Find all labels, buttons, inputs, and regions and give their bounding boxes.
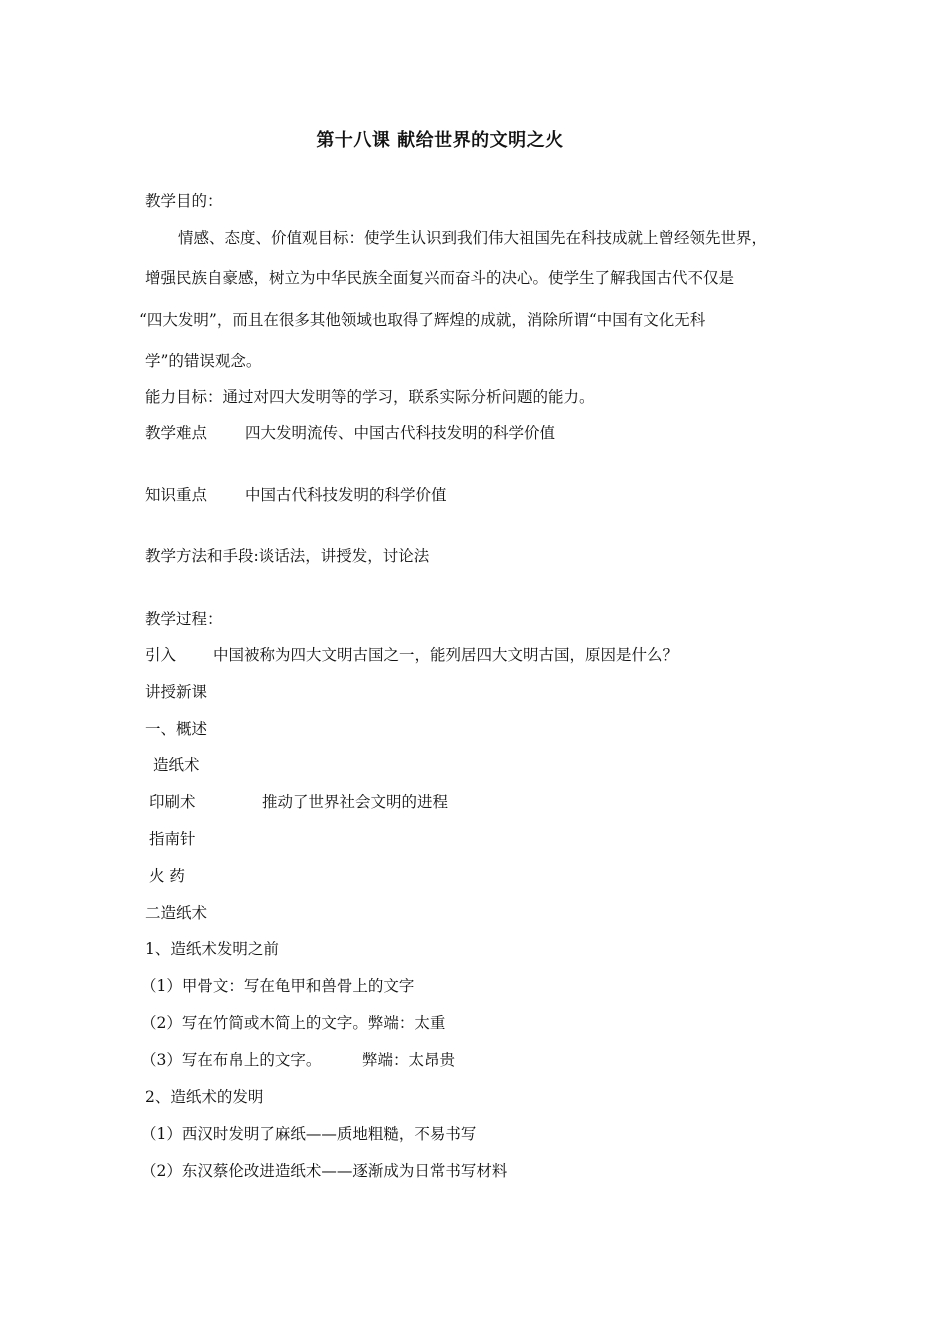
- inventions-note: 推动了世界社会文明的进程: [262, 793, 449, 811]
- subsection-invention: 2、造纸术的发明: [145, 1088, 264, 1106]
- intro-label: 引入: [145, 646, 177, 664]
- key-point-label: 知识重点: [145, 486, 208, 504]
- invention-item: 印刷术: [149, 793, 196, 811]
- aims-line-3: “四大发明”，而且在很多其他领域也取得了辉煌的成就，消除所谓“中国有文化无科: [139, 311, 706, 329]
- section-overview: 一、概述: [145, 720, 208, 738]
- intro-text: 中国被称为四大文明古国之一，能列居四大文明古国，原因是什么？: [213, 646, 679, 664]
- list-item: （2）写在竹简或木简上的文字。弊端：太重: [141, 1014, 446, 1032]
- new-lesson-heading: 讲授新课: [145, 683, 208, 701]
- list-item: （1）甲骨文：写在龟甲和兽骨上的文字: [141, 977, 415, 995]
- list-item-note: 弊端：太昂贵: [362, 1051, 456, 1069]
- process-heading: 教学过程：: [145, 610, 223, 628]
- key-point-text: 中国古代科技发明的科学价值: [245, 486, 447, 504]
- invention-item: 造纸术: [153, 756, 200, 774]
- section-papermaking: 二造纸术: [145, 904, 208, 922]
- difficulty-label: 教学难点: [145, 424, 208, 442]
- aims-heading: 教学目的：: [145, 192, 223, 210]
- aims-line-4: 学”的错误观念。: [145, 352, 262, 370]
- teaching-method: 教学方法和手段:谈话法，讲授发，讨论法: [145, 547, 430, 565]
- invention-item: 火 药: [149, 867, 185, 885]
- aims-line-2: 增强民族自豪感，树立为中华民族全面复兴而奋斗的决心。使学生了解我国古代不仅是: [145, 269, 735, 287]
- invention-item: 指南针: [149, 830, 196, 848]
- subsection-before: 1、造纸术发明之前: [145, 940, 279, 958]
- document-title: 第十八课 献给世界的文明之火: [316, 130, 564, 151]
- ability-goal: 能力目标：通过对四大发明等的学习，联系实际分析问题的能力。: [145, 388, 595, 406]
- list-item: （3）写在布帛上的文字。: [141, 1051, 322, 1069]
- list-item: （2）东汉蔡伦改进造纸术——逐渐成为日常书写材料: [141, 1162, 508, 1180]
- aims-line-1: 情感、态度、价值观目标：使学生认识到我们伟大祖国先在科技成就上曾经领先世界，: [178, 229, 768, 247]
- difficulty-text: 四大发明流传、中国古代科技发明的科学价值: [245, 424, 556, 442]
- list-item: （1）西汉时发明了麻纸——质地粗糙，不易书写: [141, 1125, 477, 1143]
